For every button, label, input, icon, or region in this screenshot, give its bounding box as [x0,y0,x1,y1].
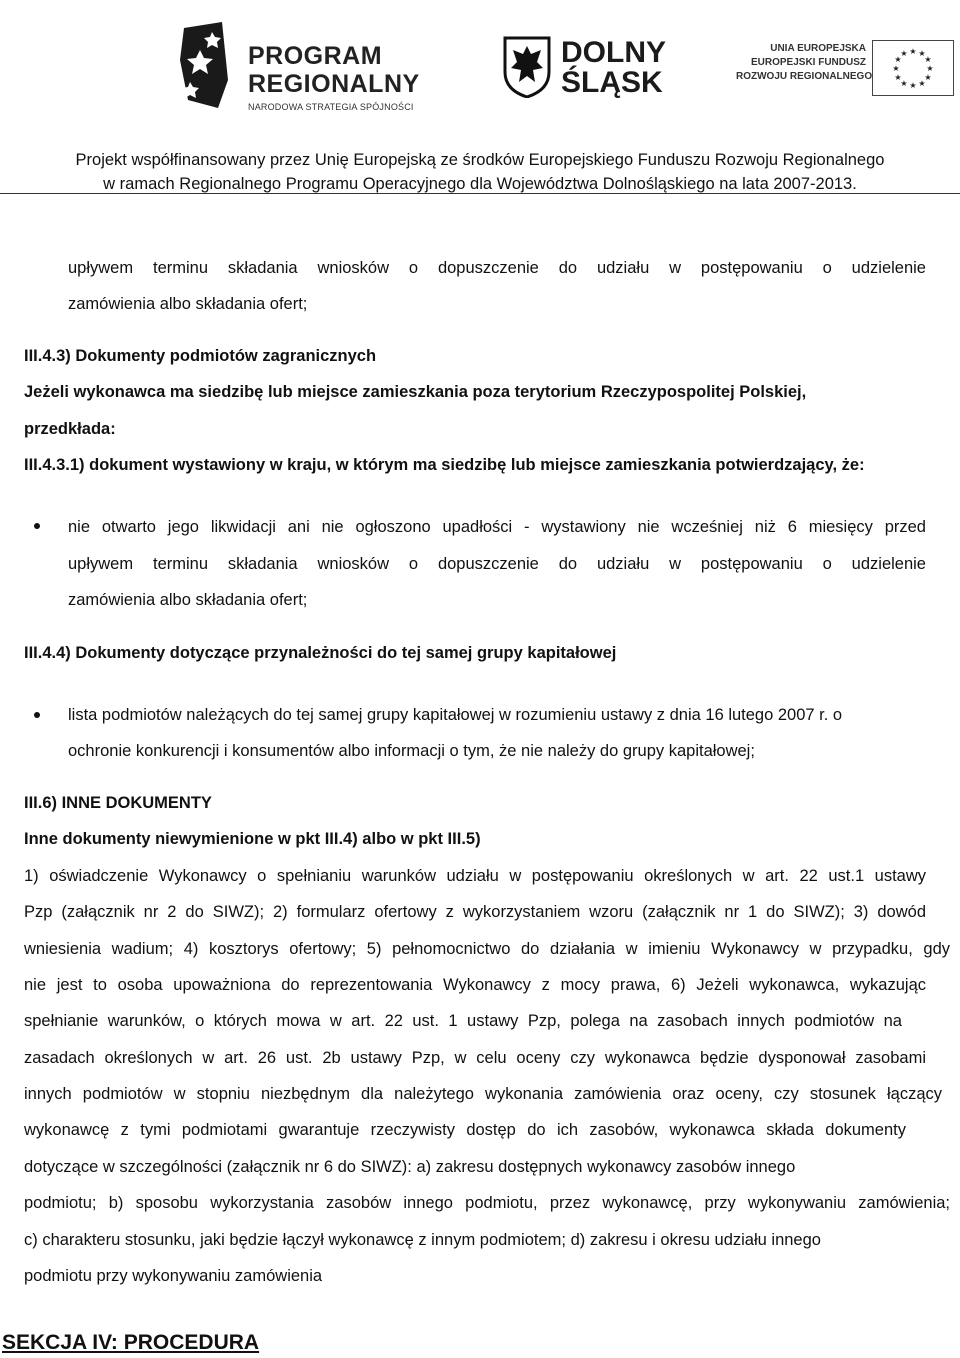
heading-iii-4-3: III.4.3) Dokumenty podmiotów zagranicznych [24,347,377,365]
heading-iii-4-4: III.4.4) Dokumenty dotyczące przynależności do tej samej grupy kapitałowej [24,644,617,662]
svg-text:★: ★ [900,49,908,58]
svg-text:★: ★ [924,73,932,82]
heading-iii-6: III.6) INNE DOKUMENTY [24,794,212,812]
paragraph-line: podmiotu przy wykonywaniu zamówienia [24,1267,323,1285]
header-divider [0,193,960,194]
dolny-slask-logo [503,36,673,106]
paragraph-line: zasadach określonych w art. 26 ust. 2b ustawy Pzp, w celu oceny czy wykonawca będzie dysponował zasobami [24,1049,926,1067]
eagle-crest-icon [503,36,551,98]
svg-text:★: ★ [894,55,902,64]
bullet1-text-line: nie otwarto jego likwidacji ani nie ogłoszono upadłości - wystawiony nie wcześniej niż 6 miesięcy przed [68,518,926,536]
funding-notice [0,148,960,196]
paragraph-line: wniesienia wadium; 4) kosztorys ofertowy; 5) pełnomocnictwo do działania w imieniu Wykonawcy w przypadku, gdy [24,940,950,958]
svg-text:★: ★ [894,73,902,82]
svg-text:★: ★ [926,64,934,73]
dolny-slask-line1: DOLNY [561,36,666,69]
paragraph-line: c) charakteru stosunku, jaki będzie łączył wykonawcę z innym podmiotem; d) zakresu i okresu udziału innego [24,1231,821,1249]
program-logo-line2: REGIONALNY [248,70,420,98]
section-iv-heading: SEKCJA IV: PROCEDURA [2,1331,260,1354]
svg-text:★: ★ [909,81,917,90]
paragraph-line: 1) oświadczenie Wykonawcy o spełnianiu warunków udziału w postępowaniu określonych w art. 22 ust.1 ustawy [24,867,926,885]
continued-text-line: zamówienia albo składania ofert; [68,295,308,313]
funding-line-1: Projekt współfinansowany przez Unię Europejską ze środków Europejskiego Funduszu Rozwoju Regionalnego [75,151,885,169]
svg-text:★: ★ [918,79,926,88]
bullet-icon [34,523,40,529]
paragraph-line: spełnianie warunków, o których mowa w art. 22 ust. 1 ustawy Pzp, polega na zasobach innych podmiotów na [24,1012,902,1030]
bullet-icon [34,712,40,718]
heading-iii-4-3-1: III.4.3.1) dokument wystawiony w kraju, w którym ma siedzibę lub miejsce zamieszkania potwierdzający, że: [24,456,865,474]
eu-logo-line1: UNIA EUROPEJSKA [770,43,866,54]
svg-text:★: ★ [924,55,932,64]
dolny-slask-line2: ŚLĄSK [561,66,663,99]
bullet1-text-line: zamówienia albo składania ofert; [68,591,308,609]
paragraph-line: dotyczące w szczególności (załącznik nr 6 do SIWZ): a) zakresu dostępnych wykonawcy zasobów innego [24,1158,796,1176]
svg-text:★: ★ [918,49,926,58]
svg-text:★: ★ [892,64,900,73]
paragraph-line: nie jest to osoba upoważniona do reprezentowania Wykonawcy z mocy prawa, 6) Jeżeli wykonawca, wykazując [24,976,926,994]
program-logo-line3: NARODOWA STRATEGIA SPÓJNOŚCI [248,102,414,112]
header-logo-band [68,0,934,146]
bullet2-text-line: lista podmiotów należących do tej samej grupy kapitałowej w rozumieniu ustawy z dnia 16 lutego 2007 r. o [68,706,843,724]
eu-flag-icon [872,40,954,96]
paragraph-line: innych podmiotów w stopniu niezbędnym dla należytego wykonania zamówienia oraz oceny, czy stosunek łączący [24,1085,942,1103]
paragraph-line: wykonawcę z tymi podmiotami gwarantuje rzeczywisty dostęp do ich zasobów, wykonawca składa dokumenty [24,1121,906,1139]
program-regionalny-logo [178,20,438,112]
paragraph-line: podmiotu; b) sposobu wykorzystania zasobów innego podmiotu, przez wykonawcę, przy wykonywaniu zamówienia; [24,1194,950,1212]
eu-logo-line3: ROZWOJU REGIONALNEGO [736,71,873,82]
foreign-intro-line: Jeżeli wykonawca ma siedzibę lub miejsce zamieszkania poza terytorium Rzeczypospolitej Polskiej, [24,383,807,401]
heading-other-documents: Inne dokumenty niewymienione w pkt III.4) albo w pkt III.5) [24,830,481,848]
program-regionalny-emblem-icon [178,20,238,110]
eu-logo [736,40,958,96]
bullet1-text-line: upływem terminu składania wniosków o dopuszczenie do udziału w postępowaniu o udzielenie [68,555,926,573]
svg-text:★: ★ [900,79,908,88]
funding-line-2: w ramach Regionalnego Programu Operacyjnego dla Województwa Dolnośląskiego na lata 2007-2013. [103,175,857,193]
eu-logo-line2: EUROPEJSKI FUNDUSZ [750,57,866,68]
program-logo-line1: PROGRAM [248,42,383,70]
continued-text-line: upływem terminu składania wniosków o dopuszczenie do udziału w postępowaniu o udzielenie [68,259,926,277]
paragraph-line: Pzp (załącznik nr 2 do SIWZ); 2) formularz ofertowy z wykorzystaniem wzoru (załącznik nr 1 do SIWZ); 3) dowód [24,903,926,921]
bullet2-text-line: ochronie konkurencji i konsumentów albo informacji o tym, że nie należy do grupy kapitałowej; [68,742,755,760]
svg-text:★: ★ [909,47,917,56]
foreign-intro-line: przedkłada: [24,420,116,438]
